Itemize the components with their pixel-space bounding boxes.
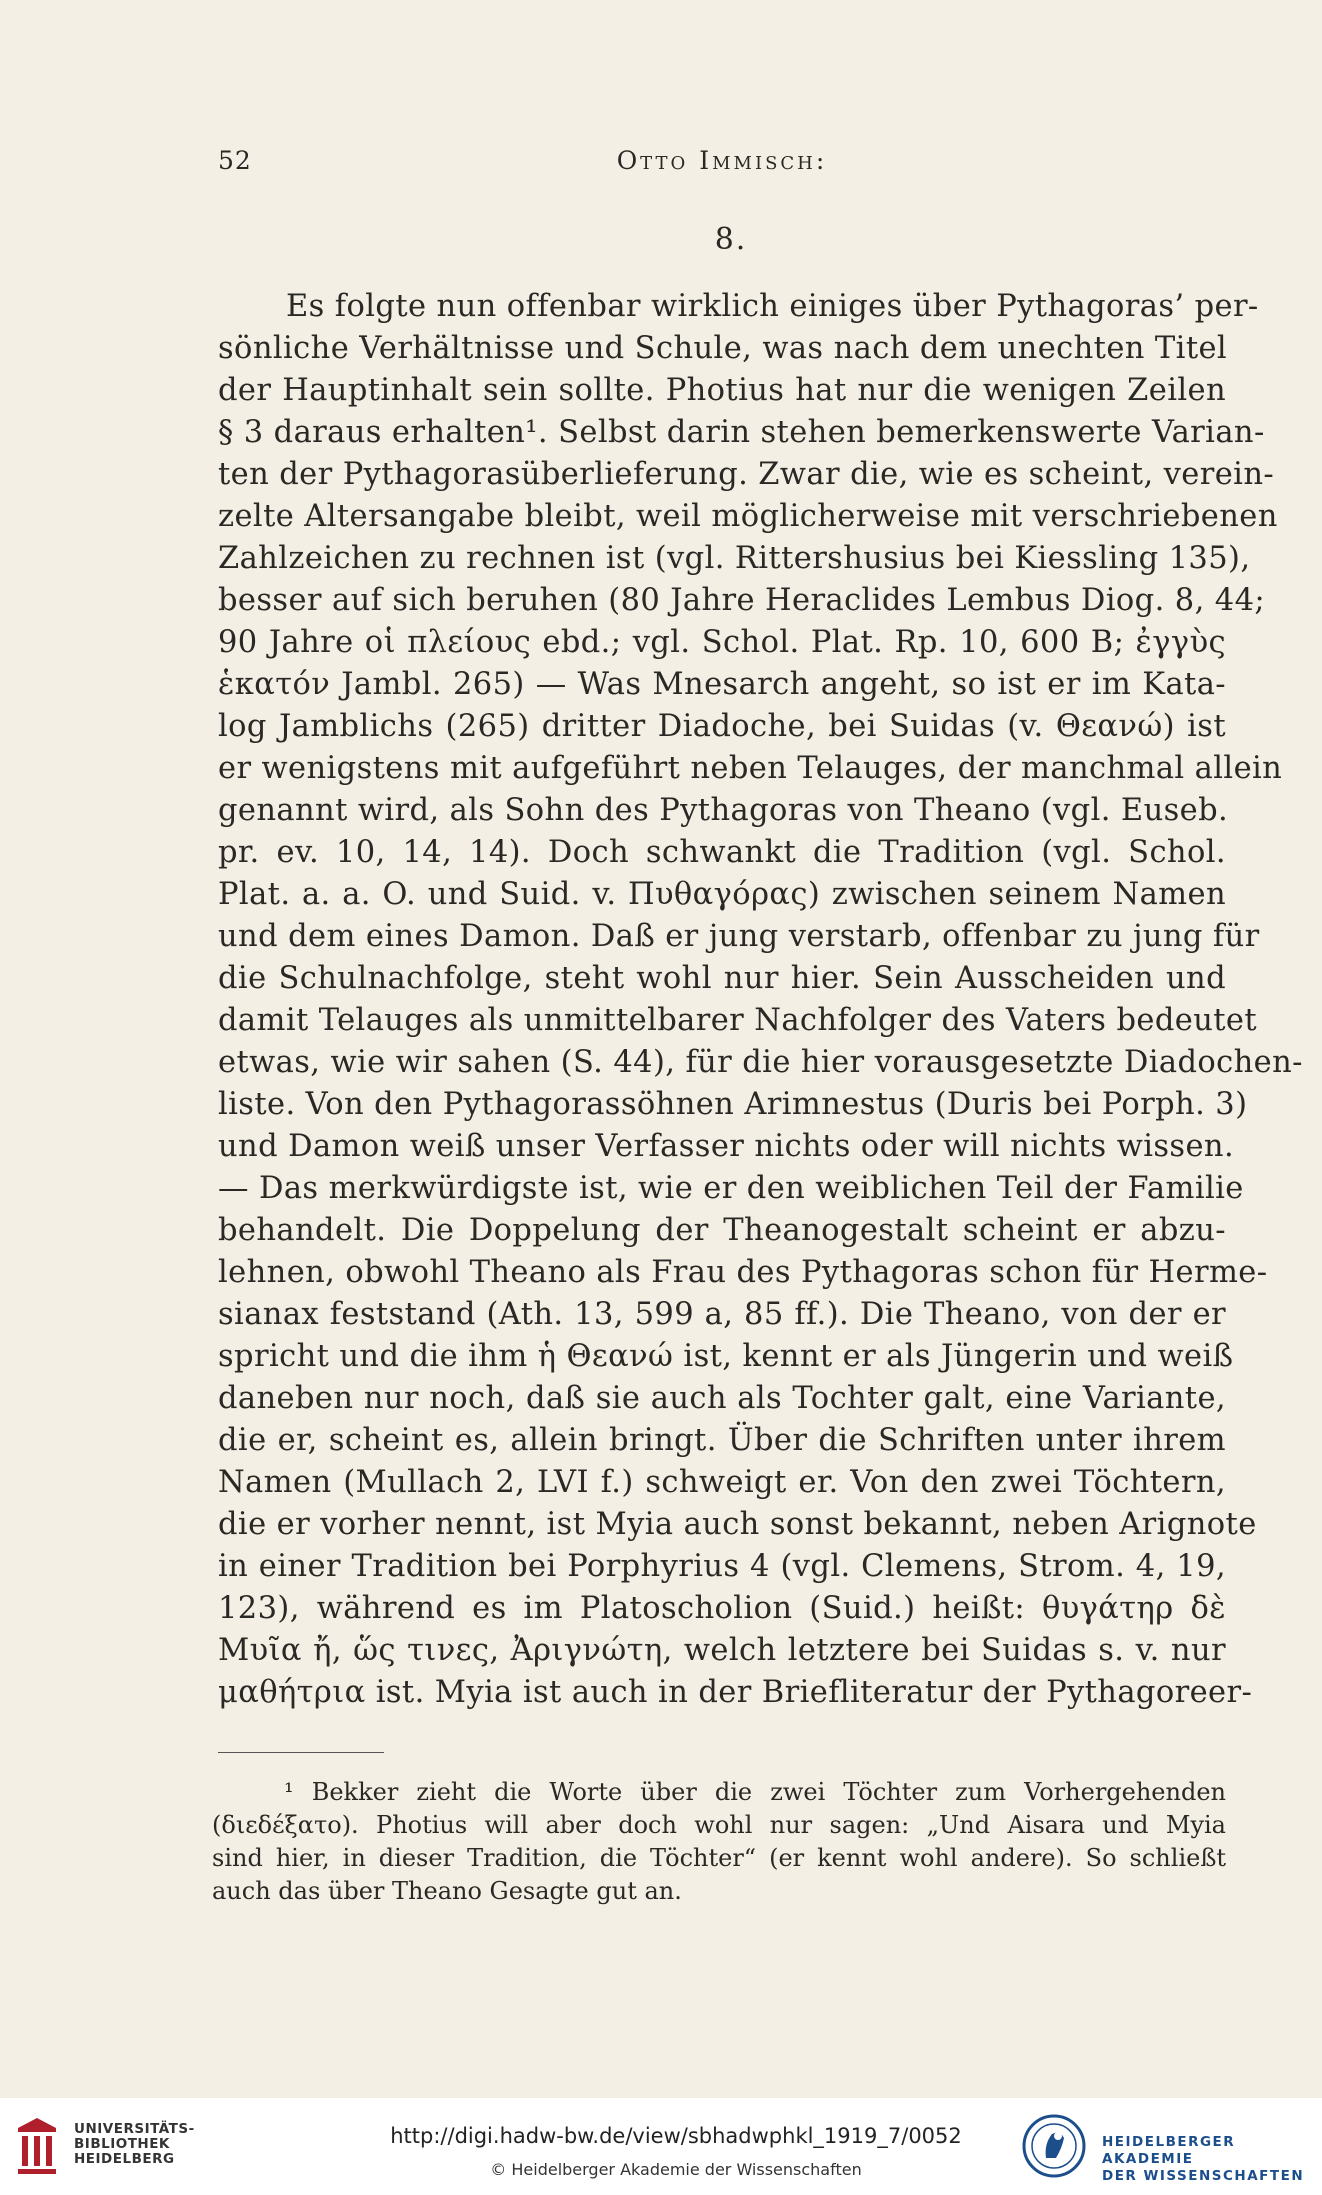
body-line: sianax feststand (Ath. 13, 599 a, 85 ff.). Die Theano, von der er — [218, 1297, 1226, 1332]
footnote-line: sind hier, in dieser Tradition, die Töchter“ (er kennt wohl andere). So schließt — [212, 1844, 1226, 1872]
page-header — [218, 146, 1226, 186]
body-line: ten der Pythagorasüberlieferung. Zwar die, wie es scheint, verein- — [218, 457, 1275, 492]
body-line: lehnen, obwohl Theano als Frau des Pythagoras schon für Herme- — [218, 1255, 1268, 1290]
library-name-line: UNIVERSITÄTS- — [74, 2121, 195, 2137]
body-line: damit Telauges als unmittelbarer Nachfolger des Vaters bedeutet — [218, 1003, 1258, 1038]
body-line: und dem eines Damon. Daß er jung verstarb, offenbar zu jung für — [218, 919, 1260, 954]
footer-bar — [0, 2098, 1322, 2195]
body-line: spricht und die ihm ἡ Θεανώ ist, kennt er als Jüngerin und weiß — [218, 1339, 1234, 1374]
academy-seal-icon — [1022, 2114, 1086, 2178]
body-line: er wenigstens mit aufgeführt neben Telauges, der manchmal allein — [218, 751, 1283, 786]
library-name-line: BIBLIOTHEK — [74, 2136, 170, 2152]
body-line: pr. ev. 10, 14, 14). Doch schwankt die Tradition (vgl. Schol. — [218, 835, 1226, 870]
body-line: μαθήτρια ist. Myia ist auch in der Briefliteratur der Pythagoreer- — [218, 1675, 1253, 1710]
body-line: sönliche Verhältnisse und Schule, was nach dem unechten Titel — [218, 331, 1228, 366]
footnote-line: ¹ Bekker zieht die Worte über die zwei Töchter zum Vorhergehenden — [284, 1778, 1226, 1806]
body-line: 90 Jahre οἱ πλείους ebd.; vgl. Schol. Plat. Rp. 10, 600 B; ἐγγὺς — [218, 625, 1226, 660]
body-line: zelte Altersangabe bleibt, weil möglicherweise mit verschriebenen — [218, 499, 1278, 534]
footnote-line: (διεδέξατο). Photius will aber doch wohl nur sagen: „Und Aisara und Myia — [212, 1811, 1226, 1839]
body-line: § 3 daraus erhalten¹. Selbst darin stehen bemerkenswerte Varian- — [218, 415, 1265, 450]
body-line: ἑκατόν Jambl. 265) — Was Mnesarch angeht, so ist er im Kata- — [218, 667, 1226, 702]
body-line: besser auf sich beruhen (80 Jahre Heraclides Lembus Diog. 8, 44; — [218, 583, 1266, 618]
body-line: log Jamblichs (265) dritter Diadoche, bei Suidas (v. Θεανώ) ist — [218, 709, 1226, 744]
academy-name-line: HEIDELBERGER AKADEMIE — [1102, 2134, 1236, 2167]
body-line: 123), während es im Platoscholion (Suid.) heißt: θυγάτηρ δὲ — [218, 1591, 1226, 1626]
body-line: liste. Von den Pythagorassöhnen Arimnestus (Duris bei Porph. 3) — [218, 1087, 1248, 1122]
footnote-divider — [218, 1752, 384, 1753]
permalink-url[interactable]: http://digi.hadw-bw.de/view/sbhadwphkl_1919_7/0052 — [390, 2124, 962, 2148]
academy-name — [1102, 2134, 1322, 2185]
footnote — [212, 1776, 1226, 1908]
page-number: 52 — [218, 146, 252, 175]
body-line: — Das merkwürdigste ist, wie er den weiblichen Teil der Familie — [218, 1171, 1244, 1206]
body-line: die er, scheint es, allein bringt. Über die Schriften unter ihrem — [218, 1423, 1226, 1458]
body-line: Zahlzeichen zu rechnen ist (vgl. Rittershusius bei Kiessling 135), — [218, 541, 1251, 576]
body-line: in einer Tradition bei Porphyrius 4 (vgl. Clemens, Strom. 4, 19, — [218, 1549, 1226, 1584]
footnote-line: auch das über Theano Gesagte gut an. — [212, 1877, 682, 1905]
body-line: etwas, wie wir sahen (S. 44), für die hier vorausgesetzte Diadochen- — [218, 1045, 1303, 1080]
academy-name-line: DER WISSENSCHAFTEN — [1102, 2168, 1305, 2184]
body-line: der Hauptinhalt sein sollte. Photius hat nur die wenigen Zeilen — [218, 373, 1226, 408]
body-line: und Damon weiß unser Verfasser nichts oder will nichts wissen. — [218, 1129, 1235, 1164]
body-line: die Schulnachfolge, steht wohl nur hier. Sein Ausscheiden und — [218, 961, 1226, 996]
body-text — [218, 286, 1303, 1714]
body-line: Es folgte nun offenbar wirklich einiges über Pythagoras’ per- — [286, 289, 1259, 324]
body-line: Μυῖα ἤ, ὥς τινες, Ἀριγνώτη, welch letztere bei Suidas s. v. nur — [218, 1633, 1226, 1668]
body-line: Namen (Mullach 2, LVI f.) schweigt er. Von den zwei Töchtern, — [218, 1465, 1226, 1500]
body-line: Plat. a. a. O. und Suid. v. Πυθαγόρας) zwischen seinem Namen — [218, 877, 1226, 912]
body-line: die er vorher nennt, ist Myia auch sonst bekannt, neben Arignote — [218, 1507, 1257, 1542]
body-line: behandelt. Die Doppelung der Theanogestalt scheint er abzu- — [218, 1213, 1226, 1248]
section-number: 8. — [714, 222, 748, 257]
body-line: genannt wird, als Sohn des Pythagoras von Theano (vgl. Euseb. — [218, 793, 1229, 828]
body-line: daneben nur noch, daß sie auch als Tochter galt, eine Variante, — [218, 1381, 1226, 1416]
copyright-notice: © Heidelberger Akademie der Wissenschaften — [490, 2160, 862, 2179]
library-name-line: HEIDELBERG — [74, 2151, 175, 2167]
running-title: Otto Immisch: — [616, 146, 828, 175]
